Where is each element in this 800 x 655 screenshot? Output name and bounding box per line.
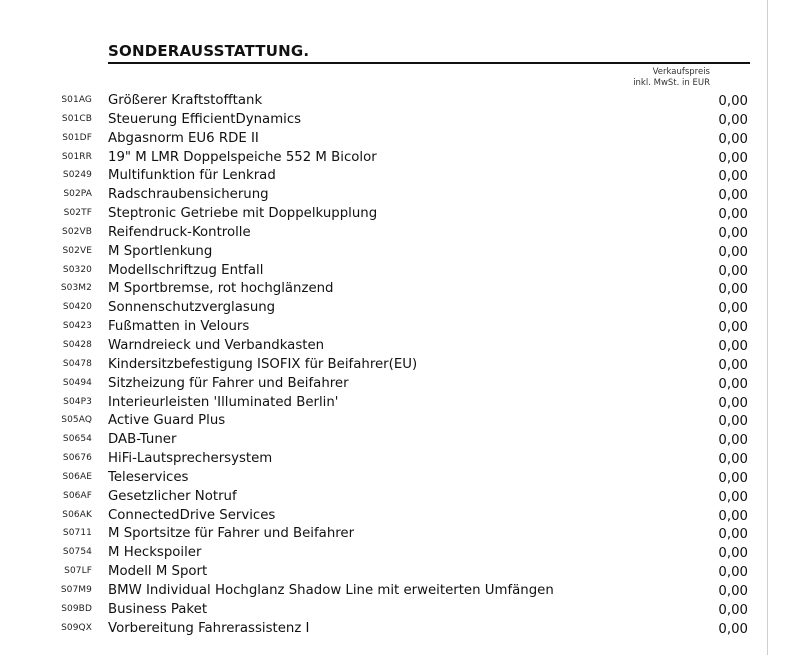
list-item bbox=[0, 206, 760, 225]
item-price: 0,00 bbox=[718, 131, 748, 147]
item-description: Reifendruck-Kontrolle bbox=[108, 224, 251, 240]
item-description: Vorbereitung Fahrerassistenz I bbox=[108, 620, 310, 636]
item-description: Sitzheizung für Fahrer und Beifahrer bbox=[108, 375, 349, 391]
list-item bbox=[0, 357, 760, 376]
item-description: Modell M Sport bbox=[108, 564, 208, 580]
item-price: 0,00 bbox=[718, 621, 748, 637]
item-price: 0,00 bbox=[718, 263, 748, 279]
page-edge bbox=[760, 0, 800, 655]
page-edge-line bbox=[767, 0, 768, 655]
item-price: 0,00 bbox=[718, 433, 748, 449]
list-item bbox=[0, 376, 760, 395]
section-title: SONDERAUSSTATTUNG. bbox=[108, 42, 310, 60]
item-price: 0,00 bbox=[718, 489, 748, 505]
list-item bbox=[0, 225, 760, 244]
item-description: M Heckspoiler bbox=[108, 545, 202, 561]
item-description: Abgasnorm EU6 RDE II bbox=[108, 130, 259, 146]
item-price: 0,00 bbox=[718, 414, 748, 430]
item-description: Interieurleisten 'Illuminated Berlin' bbox=[108, 394, 339, 410]
list-item bbox=[0, 470, 760, 489]
item-code: S06AK bbox=[62, 509, 92, 520]
item-price: 0,00 bbox=[718, 602, 748, 618]
item-description: 19" M LMR Doppelspeiche 552 M Bicolor bbox=[108, 149, 377, 165]
item-code: S01AG bbox=[61, 95, 92, 105]
list-item bbox=[0, 300, 760, 319]
list-item bbox=[0, 602, 760, 621]
list-item bbox=[0, 489, 760, 508]
item-code: S01RR bbox=[61, 151, 92, 162]
item-code: S0420 bbox=[62, 302, 92, 313]
item-price: 0,00 bbox=[718, 225, 748, 241]
item-price: 0,00 bbox=[718, 395, 748, 411]
item-description: Business Paket bbox=[108, 601, 208, 617]
item-price: 0,00 bbox=[718, 376, 748, 392]
list-item bbox=[0, 508, 760, 527]
item-price: 0,00 bbox=[718, 282, 748, 298]
price-header-line1: Verkaufspreis bbox=[652, 67, 710, 77]
item-price: 0,00 bbox=[718, 320, 748, 336]
item-description: Multifunktion für Lenkrad bbox=[108, 168, 276, 184]
price-column-header bbox=[633, 67, 710, 89]
item-code: S0676 bbox=[62, 453, 92, 464]
list-item bbox=[0, 281, 760, 300]
list-item bbox=[0, 338, 760, 357]
item-price: 0,00 bbox=[718, 207, 748, 223]
item-price: 0,00 bbox=[718, 565, 748, 581]
list-item bbox=[0, 583, 760, 602]
list-item bbox=[0, 93, 760, 112]
item-code: S07M9 bbox=[60, 584, 92, 595]
item-code: S0428 bbox=[62, 339, 92, 350]
list-item bbox=[0, 244, 760, 263]
item-code: S02VE bbox=[62, 245, 92, 256]
item-description: ConnectedDrive Services bbox=[108, 507, 276, 523]
item-price: 0,00 bbox=[718, 188, 748, 204]
item-description: Kindersitzbefestigung ISOFIX für Beifahrer(EU) bbox=[108, 356, 418, 372]
item-code: S02VB bbox=[62, 226, 92, 237]
item-description: Active Guard Plus bbox=[108, 413, 226, 429]
list-item bbox=[0, 395, 760, 414]
list-item bbox=[0, 319, 760, 338]
item-price: 0,00 bbox=[718, 244, 748, 260]
item-description: Warndreieck und Verbandkasten bbox=[108, 337, 325, 353]
item-description: Steuerung EfficientDynamics bbox=[108, 111, 302, 127]
item-price: 0,00 bbox=[718, 527, 748, 543]
item-price: 0,00 bbox=[718, 338, 748, 354]
list-item bbox=[0, 187, 760, 206]
list-item bbox=[0, 263, 760, 282]
list-item bbox=[0, 545, 760, 564]
item-description: Teleservices bbox=[108, 469, 189, 485]
item-code: S0711 bbox=[62, 528, 92, 539]
item-description: M Sportlenkung bbox=[108, 243, 213, 259]
item-code: S0478 bbox=[62, 358, 92, 369]
item-description: DAB-Tuner bbox=[108, 432, 177, 448]
item-price: 0,00 bbox=[718, 150, 748, 166]
item-code: S01DF bbox=[62, 132, 92, 143]
item-description: M Sportsitze für Fahrer und Beifahrer bbox=[108, 526, 355, 542]
item-description: Radschraubensicherung bbox=[108, 187, 269, 203]
item-code: S0320 bbox=[62, 264, 92, 275]
item-code: S0494 bbox=[62, 377, 92, 388]
list-item bbox=[0, 150, 760, 169]
item-price: 0,00 bbox=[718, 112, 748, 128]
price-header-line2: inkl. MwSt. in EUR bbox=[633, 78, 710, 88]
item-code: S07LF bbox=[64, 566, 92, 577]
item-price: 0,00 bbox=[718, 470, 748, 486]
item-code: S09QX bbox=[61, 622, 92, 633]
item-description: Größerer Kraftstofftank bbox=[108, 93, 263, 108]
item-description: Fußmatten in Velours bbox=[108, 319, 250, 335]
list-item bbox=[0, 564, 760, 583]
item-description: HiFi-Lautsprechersystem bbox=[108, 451, 273, 467]
list-item bbox=[0, 413, 760, 432]
item-description: Sonnenschutzverglasung bbox=[108, 300, 276, 316]
item-description: Gesetzlicher Notruf bbox=[108, 488, 237, 504]
list-item bbox=[0, 432, 760, 451]
item-price: 0,00 bbox=[718, 452, 748, 468]
list-item bbox=[0, 168, 760, 187]
item-price: 0,00 bbox=[718, 508, 748, 524]
item-code: S05AQ bbox=[61, 415, 92, 426]
item-description: Steptronic Getriebe mit Doppelkupplung bbox=[108, 206, 378, 222]
item-description: BMW Individual Hochglanz Shadow Line mit erweiterten Umfängen bbox=[108, 582, 554, 598]
title-underline bbox=[108, 62, 750, 64]
item-code: S09BD bbox=[61, 603, 92, 614]
item-code: S01CB bbox=[61, 113, 92, 124]
item-code: S02PA bbox=[63, 189, 92, 200]
list-item bbox=[0, 621, 760, 640]
item-price: 0,00 bbox=[718, 357, 748, 373]
item-description: M Sportbremse, rot hochglänzend bbox=[108, 281, 334, 297]
item-price: 0,00 bbox=[718, 546, 748, 562]
item-price: 0,00 bbox=[718, 169, 748, 185]
item-code: S06AE bbox=[62, 471, 92, 482]
item-code: S03M2 bbox=[60, 283, 92, 294]
list-item bbox=[0, 112, 760, 131]
item-code: S04P3 bbox=[63, 396, 92, 407]
list-item bbox=[0, 526, 760, 545]
item-code: S0754 bbox=[62, 547, 92, 558]
item-price: 0,00 bbox=[718, 94, 748, 109]
item-description: Modellschriftzug Entfall bbox=[108, 262, 264, 278]
item-code: S0423 bbox=[62, 321, 92, 332]
item-price: 0,00 bbox=[718, 301, 748, 317]
item-code: S06AF bbox=[63, 490, 92, 501]
equipment-list bbox=[0, 93, 760, 639]
list-item bbox=[0, 451, 760, 470]
item-price: 0,00 bbox=[718, 583, 748, 599]
item-code: S0249 bbox=[62, 170, 92, 181]
item-code: S02TF bbox=[63, 208, 92, 219]
list-item bbox=[0, 131, 760, 150]
item-code: S0654 bbox=[62, 434, 92, 445]
